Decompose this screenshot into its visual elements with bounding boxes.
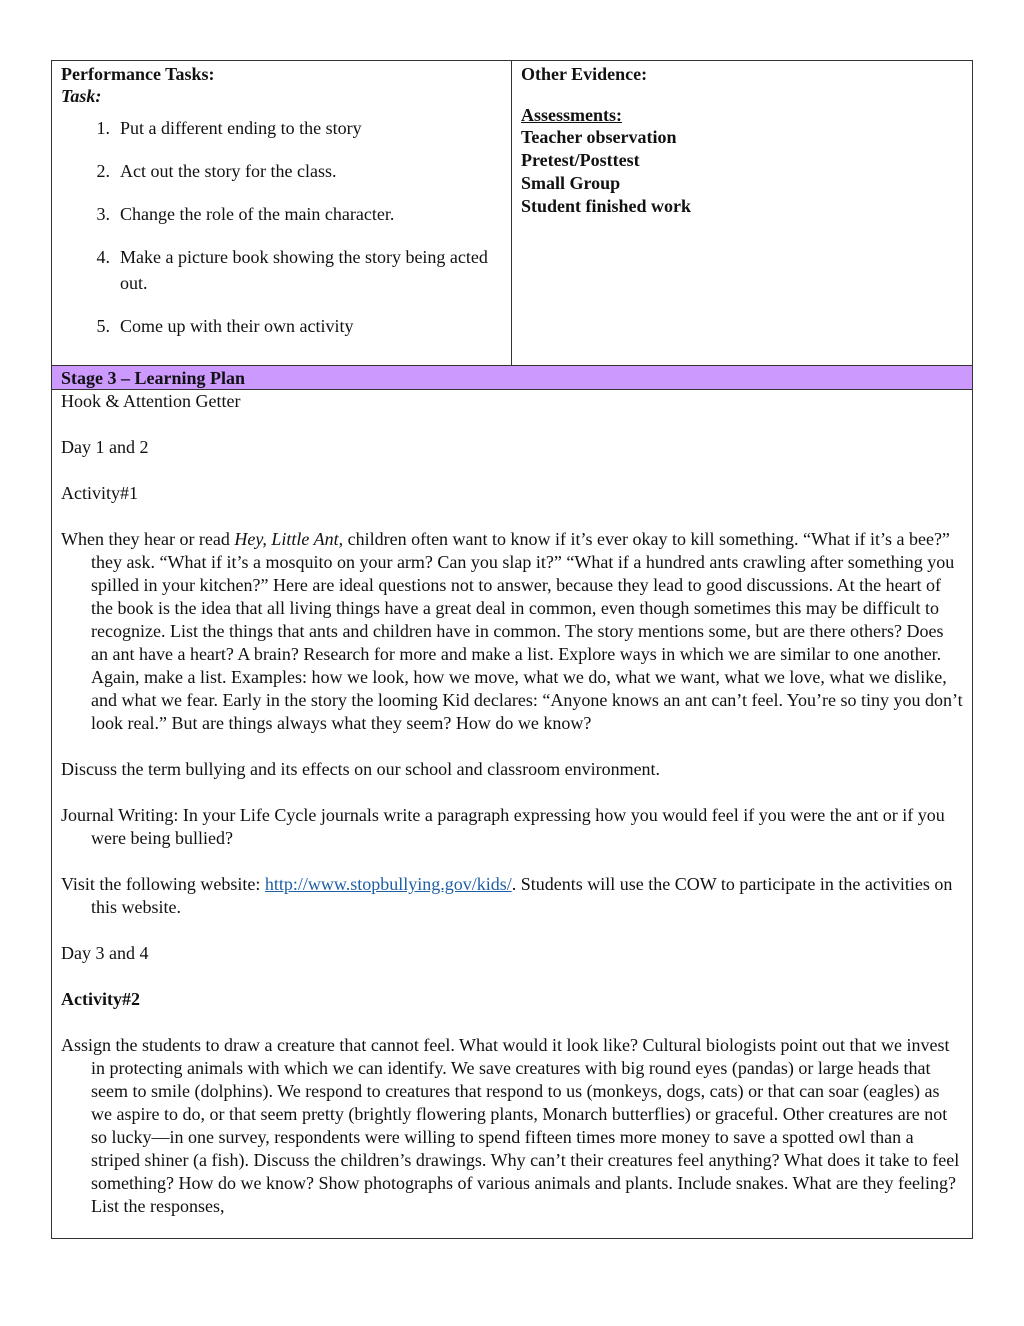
performance-tasks-cell	[52, 61, 512, 365]
activity-1-lead: When they hear or read	[61, 529, 235, 549]
task-text: Put a different ending to the story	[120, 118, 362, 138]
activity-2-paragraph: Assign the students to draw a creature that cannot feel. What would it look like? Cultural biologists point out that we invest in protecting animals with which we can identify. We save creatures with big round eyes (pandas) or large heads that seem to smile (dolphins). We respond to creatures that respond to us (monkeys, dogs, cats) or that can soar (eagles) as we aspire to do, or that seem pretty (brightly flowering plants, Monarch butterflies) or graceful. Other creatures are not so lucky—in one survey, respondents were willing to spend fifteen times more money to save a spotted owl than a striped shiner (a fish). Discuss the children’s drawings. Why can’t their creatures feel anything? What does it take to feel something? How do we know? Show photographs of various animals and plants. Include snakes. What are they feeling? List the responses,	[61, 1035, 960, 1216]
performance-tasks-heading: Performance Tasks:	[61, 64, 215, 84]
day-3-4-heading: Day 3 and 4	[61, 943, 149, 963]
stage-3-header: Stage 3 – Learning Plan	[52, 366, 972, 390]
website-paragraph	[61, 873, 964, 919]
task-text: Make a picture book showing the story being acted out.	[120, 247, 488, 293]
list-item	[61, 244, 503, 296]
list-item	[61, 158, 503, 184]
learning-plan-body	[52, 390, 972, 1218]
activity-1-heading: Activity#1	[61, 483, 138, 503]
task-list	[61, 115, 503, 339]
activity-1-paragraph	[61, 528, 964, 735]
list-item	[61, 115, 503, 141]
list-item	[61, 313, 503, 339]
spacer	[521, 85, 964, 104]
book-title: Hey, Little Ant,	[234, 529, 344, 549]
lesson-plan-table	[51, 60, 973, 1239]
tasks-evidence-row	[52, 61, 972, 366]
website-text: . Students will use the COW to participate in the activities on this website.	[91, 874, 953, 917]
task-text: Change the role of the main character.	[120, 204, 395, 224]
activity-1-text: children often want to know if it’s ever okay to kill something. “What if it’s a bee?” they ask. “What if it’s a mosquito on your arm? Can you slap it?” “What if a hundred ants crawling after something you spilled in your kitchen?” Here are ideal questions not to answer, because they lead to good discussions. At the heart of the book is the idea that all living things have a great deal in common, even though sometimes this may be difficult to recognize. List the things that ants and children have in common. The story mentions some, but are there others? Does an ant have a heart? A brain? Research for more and make a list. Explore ways in which we are similar to one another. Again, make a list. Examples: how we look, how we move, what we do, what we want, what we love, what we dislike, and what we fear. Early in the story the looming Kid declares: “Anyone knows an ant can’t feel. You’re so tiny you don’t look real.” But are things always what they seem? How do we know?	[91, 529, 963, 733]
website-lead: Visit the following website:	[61, 874, 265, 894]
task-text: Act out the story for the class.	[120, 161, 337, 181]
assessment-item: Teacher observation	[521, 127, 677, 147]
day-1-2-heading: Day 1 and 2	[61, 437, 149, 457]
list-item	[61, 201, 503, 227]
task-number: 1.	[96, 118, 110, 138]
task-text: Come up with their own activity	[120, 316, 354, 336]
other-evidence-heading: Other Evidence:	[521, 64, 648, 84]
task-number: 5.	[96, 316, 110, 336]
hook-heading: Hook & Attention Getter	[61, 391, 241, 411]
assessments-label: Assessments:	[521, 105, 622, 125]
assessment-item: Student finished work	[521, 196, 692, 216]
assessment-item: Small Group	[521, 173, 621, 193]
task-number: 4.	[96, 247, 110, 267]
journal-paragraph: Journal Writing: In your Life Cycle journals write a paragraph expressing how you would feel if you were the ant or if you were being bullied?	[61, 805, 945, 848]
bullying-paragraph: Discuss the term bullying and its effects on our school and classroom environment.	[61, 759, 661, 779]
stopbullying-link[interactable]: http://www.stopbullying.gov/kids/	[264, 874, 512, 894]
activity-2-heading: Activity#2	[61, 989, 140, 1009]
other-evidence-cell	[512, 61, 972, 365]
task-subheading: Task:	[61, 86, 102, 106]
task-number: 3.	[96, 204, 110, 224]
task-number: 2.	[96, 161, 110, 181]
assessment-item: Pretest/Posttest	[521, 150, 640, 170]
